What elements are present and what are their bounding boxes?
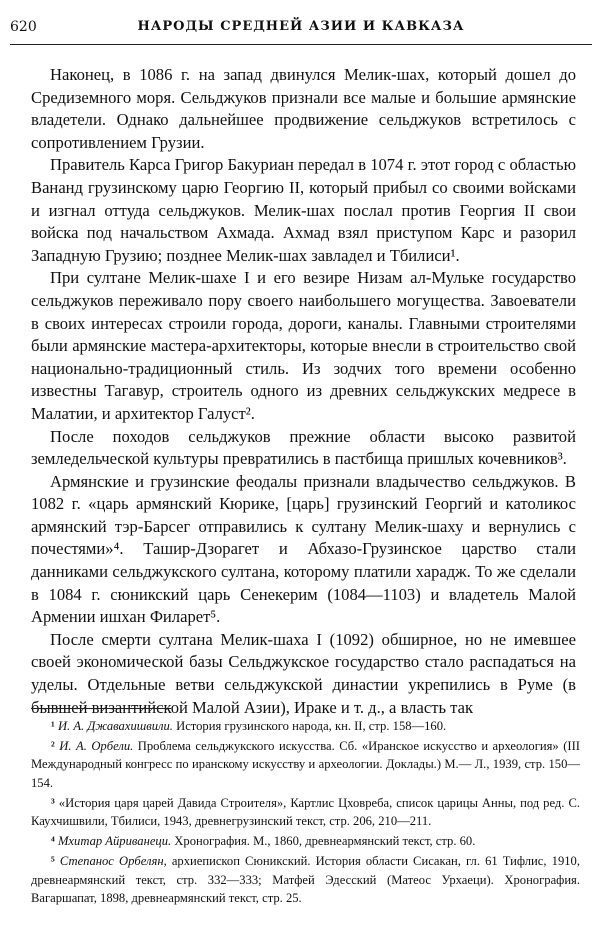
footnote-text: Проблема сельджукского искусства. Сб. «Иранское искусство и археология» (III Международный конгресс по иранскому искусству и археологии. Доклады.) М.— Л., 1939, стр. 150—154.: [31, 739, 580, 790]
header-rule: [10, 44, 592, 45]
footnote: [31, 794, 580, 830]
paragraph: Наконец, в 1086 г. на запад двинулся Мелик-шах, который дошел до Средиземного моря. Сельджуков признали все малые и большие армянские владетели. Однако дальнейшее продвижение сельджуков встретилось с сопротивлением Грузии.: [31, 65, 576, 152]
main-text: [31, 64, 576, 719]
footnote-author: И. А. Джавахишвили.: [57, 719, 173, 733]
page-header: [10, 19, 592, 43]
footnote-mark: ⁵: [51, 854, 55, 869]
footnote: [31, 852, 580, 907]
paragraph: После смерти султана Мелик-шаха I (1092) обширное, но не имевшее своей экономической базы Сельджукское государство стало распадаться на уделы. Отдельные ветви сельджукской династии укрепились в Руме (в бывшей византийской Малой Азии), Ираке и т. д., а власть так: [31, 629, 576, 717]
footnote-rule: [31, 708, 171, 709]
footnote-mark: ¹: [51, 719, 55, 733]
footnote-text: архиепископ Сюникский. История области Сисакан, гл. 61 Тифлис, 1910, древнеармянский текст, стр. 332—333; Матфей Эдесский (Матеос Урхаеци). Хронография. Вагаршапат, 1898, древнеармянский текст, стр. 25.: [31, 854, 580, 905]
running-title: НАРОДЫ СРЕДНЕЙ АЗИИ И КАВКАЗА: [137, 19, 465, 34]
footnote: [31, 717, 580, 735]
footnote-author: Степанос Орбелян,: [59, 854, 167, 869]
footnotes: [31, 717, 580, 909]
footnote-mark: ⁴: [51, 834, 55, 849]
footnote-mark: ³: [51, 795, 55, 810]
footnote-mark: ²: [51, 739, 55, 754]
footnote-text: Хронография. М., 1860, древнеармянский текст, стр. 60.: [171, 834, 476, 849]
footnote: [31, 737, 580, 792]
footnote-text: История грузинского народа, кн. II, стр. 158—160.: [172, 719, 447, 733]
page-number: 620: [10, 19, 37, 35]
footnote-text: «История царя царей Давида Строителя», Картлис Цховреба, список царицы Анны, под ред. С. Каухчишвили, Тбилиси, 1943, древнегрузинский текст, стр. 206, 210—211.: [31, 795, 581, 829]
paragraph: Армянские и грузинские феодалы признали владычество сельджуков. В 1082 г. «царь армянский Кюрике, [царь] грузинский Георгий и католикос армянский тэр-Барсег отправились к султану Мелик-шаху и вернулись с почестями»⁴. Ташир-Дзорагет и Абхазо-Грузинское царство стали данниками сельджукского султана, которому платили харадж. То же сделали в 1084 г. сюникский царь Сенекерим (1084—1103) и владетель Малой Армении ишхан Филарет⁵.: [31, 471, 576, 627]
paragraph: При султане Мелик-шахе I и его везире Низам ал-Мульке государство сельджуков переживало пору своего наибольшего могущества. Завоеватели в своих интересах строили города, дороги, каналы. Главными строителями были армянские мастера-архитекторы, которые внесли в строительство свой национально-традиционный стиль. Из зодчих того времени особенно известны Тагавур, строитель одного из древних сельджукских медресе в Малатии, и архитектор Галуст².: [31, 268, 576, 423]
footnote-author: Мхитар Айриванеци.: [57, 834, 172, 849]
paragraph: Правитель Карса Григор Бакуриан передал в 1074 г. этот город с областью Вананд грузинскому царю Георгию II, который прибыл со своими войсками и изгнал оттуда сельджуков. Мелик-шах послал против Георгия II свои войска под начальством Ахмада. Ахмад взял приступом Карс и разорил Западную Грузию; позднее Мелик-шах завладел и Тбилиси¹.: [31, 155, 576, 265]
footnote-author: И. А. Орбели.: [59, 739, 134, 754]
footnote: [31, 832, 580, 850]
paragraph: После походов сельджуков прежние области высоко развитой земледельческой культуры превратились в пастбища пришлых кочевников³.: [31, 426, 576, 469]
